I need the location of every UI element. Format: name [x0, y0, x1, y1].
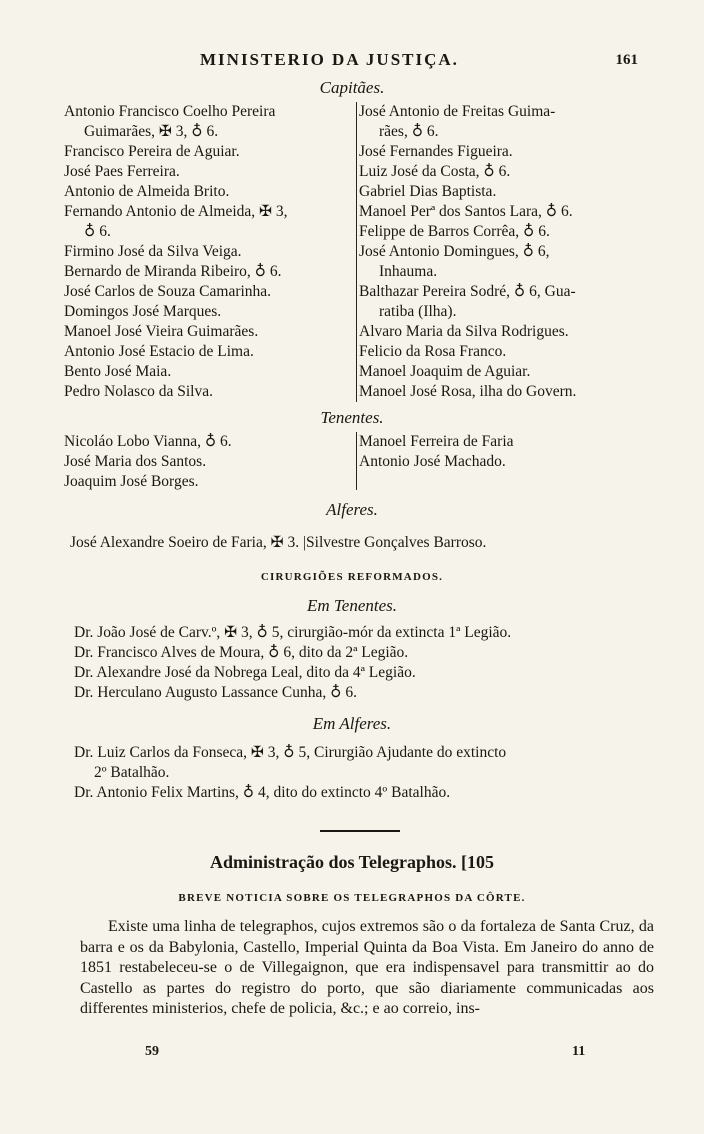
alferes-line: José Alexandre Soeiro de Faria, ✠ 3. |Silvestre Gonçalves Barroso. [70, 534, 487, 551]
list-item: Domingos José Marques. [64, 303, 222, 320]
list-item: Dr. João José de Carv.º, ✠ 3, ♁ 5, cirurgião-mór da extincta 1ª Legião. [74, 624, 512, 641]
em-alferes-list [74, 743, 654, 803]
list-item: Felicio da Rosa Franco. [359, 343, 507, 360]
list-item: Antonio José Machado. [359, 453, 506, 470]
list-item: ratiba (Ilha). [379, 303, 457, 320]
capitaes-left-column [64, 102, 354, 402]
tenentes-left-column [64, 432, 354, 492]
section-divider [320, 830, 400, 832]
list-item: José Antonio de Freitas Guima- [359, 103, 556, 120]
list-item: Luiz José da Costa, ♁ 6. [359, 163, 511, 180]
em-tenentes-list [74, 623, 654, 703]
list-item: Inhauma. [379, 263, 438, 280]
list-item: Dr. Luiz Carlos da Fonseca, ✠ 3, ♁ 5, Cirurgião Ajudante do extincto [74, 744, 507, 761]
list-item: Balthazar Pereira Sodré, ♁ 6, Gua- [359, 283, 576, 300]
list-item: Bento José Maia. [64, 363, 172, 380]
list-item: Joaquim José Borges. [64, 473, 199, 490]
list-item: 2º Batalhão. [94, 764, 170, 781]
tenentes-right-column [356, 432, 649, 490]
page-header [0, 50, 704, 74]
list-item: Dr. Antonio Felix Martins, ♁ 4, dito do extincto 4º Batalhão. [74, 784, 451, 801]
paragraph-text: Existe uma linha de telegraphos, cujos extremos são o da fortaleza de Santa Cruz, da barra e os da Babylonia, Castello, Imperial Quinta da Boa Vista. Em Janeiro do anno de 1851 restabeleceu-se o de Villegaignon, que era indispensavel para transmittir ao do Castello as partes do registro do porto, que são diariamente communicadas aos differentes ministerios, chefe de policia, &c.; e ao correio, ins- [80, 918, 654, 1017]
list-item: Dr. Francisco Alves de Moura, ♁ 6, dito da 2ª Legião. [74, 644, 409, 661]
list-item: Antonio José Estacio de Lima. [64, 343, 254, 360]
list-item: Firmino José da Silva Veiga. [64, 243, 242, 260]
list-item: Francisco Pereira de Aguiar. [64, 143, 240, 160]
list-item: Guimarães, ✠ 3, ♁ 6. [84, 123, 219, 140]
list-item: Antonio de Almeida Brito. [64, 183, 230, 200]
list-item: Fernando Antonio de Almeida, ✠ 3, [64, 203, 288, 220]
list-item: Manoel Joaquim de Aguiar. [359, 363, 531, 380]
list-item: Gabriel Dias Baptista. [359, 183, 497, 200]
heading-alferes: Alferes. [326, 500, 378, 519]
telegraphos-paragraph [80, 917, 654, 1020]
heading-em-tenentes: Em Tenentes. [306, 596, 398, 615]
list-item: José Maria dos Santos. [64, 453, 207, 470]
list-item: Manoel José Rosa, ilha do Govern. [359, 383, 577, 400]
list-item: José Carlos de Souza Camarinha. [64, 283, 272, 300]
signature-mark: 59 [145, 1044, 159, 1059]
list-item: Alvaro Maria da Silva Rodrigues. [359, 323, 569, 340]
tenentes-list [64, 432, 644, 494]
list-item: Dr. Herculano Augusto Lassance Cunha, ♁ 6. [74, 684, 357, 701]
list-item: rães, ♁ 6. [379, 123, 439, 140]
folio-number: 11 [572, 1044, 586, 1059]
heading-tenentes: Tenentes. [320, 408, 384, 427]
heading-capitaes: Capitães. [319, 78, 385, 97]
heading-cirurgioes: CIRURGIÕES REFORMADOS. [260, 571, 444, 583]
list-item: Dr. Alexandre José da Nobrega Leal, dito da 4ª Legião. [74, 664, 416, 681]
capitaes-list [64, 102, 644, 402]
list-item: Manoel José Vieira Guimarães. [64, 323, 259, 340]
running-title: MINISTERIO DA JUSTIÇA. [200, 50, 459, 69]
list-item: Bernardo de Miranda Ribeiro, ♁ 6. [64, 263, 282, 280]
list-item: ♁ 6. [84, 223, 111, 240]
list-item: Pedro Nolasco da Silva. [64, 383, 213, 400]
list-item: Antonio Francisco Coelho Pereira [64, 103, 276, 120]
capitaes-right-column [356, 102, 649, 402]
list-item: José Fernandes Figueira. [359, 143, 513, 160]
section-title-telegraphos: Administração dos Telegraphos. [105 [209, 852, 495, 872]
heading-em-alferes: Em Alferes. [312, 714, 392, 733]
list-item: Felippe de Barros Corrêa, ♁ 6. [359, 223, 550, 240]
subtitle-telegraphos: BREVE NOTICIA SOBRE OS TELEGRAPHOS DA CÔRTE. [178, 892, 526, 904]
list-item: José Antonio Domingues, ♁ 6, [359, 243, 550, 260]
list-item: José Paes Ferreira. [64, 163, 180, 180]
list-item: Nicoláo Lobo Vianna, ♁ 6. [64, 433, 232, 450]
list-item: Manoel Ferreira de Faria [359, 433, 514, 450]
list-item: Manoel Perª dos Santos Lara, ♁ 6. [359, 203, 573, 220]
page-number: 161 [615, 52, 638, 68]
